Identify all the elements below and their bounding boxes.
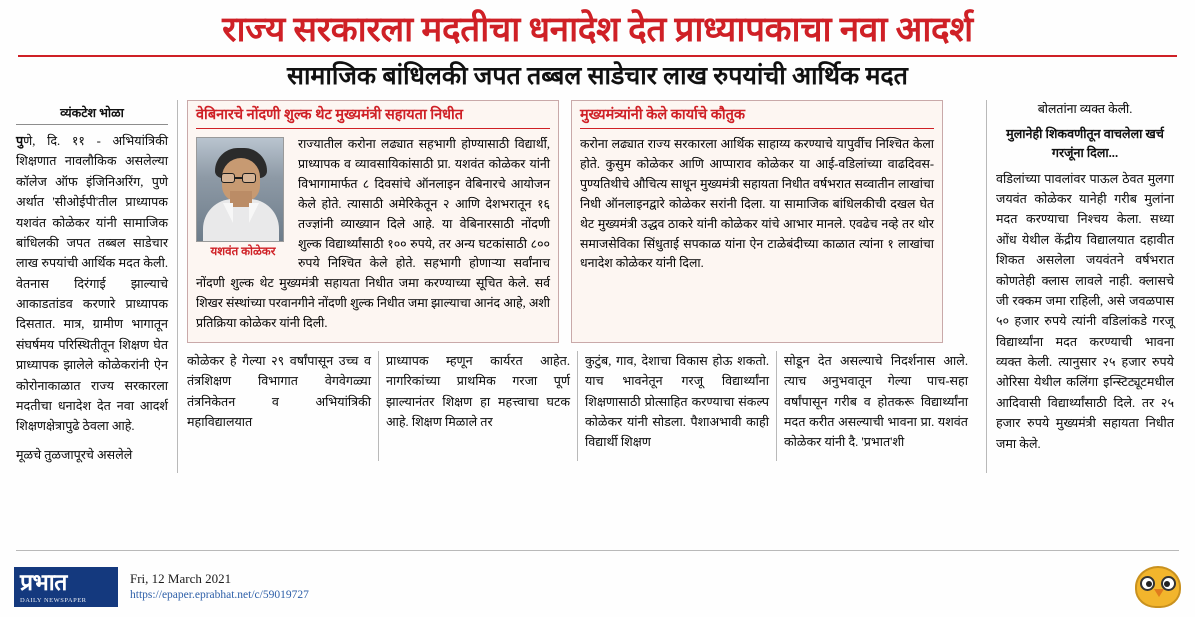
logo-tagline: DAILY NEWSPAPER — [20, 596, 87, 604]
middle-lower-columns — [187, 351, 977, 461]
publication-date: Fri, 12 March 2021 — [130, 571, 232, 587]
mid-lower-col-a — [187, 351, 371, 461]
photo-figure — [196, 137, 290, 259]
article-body — [0, 94, 1195, 473]
prabhat-logo — [14, 567, 118, 607]
mid-lower-text-c: कुटुंब, गाव, देशाचा विकास होऊ शकतो. याच भावनेतून गरजू विद्यार्थ्यांना शिक्षणासाठी प्रोत्साहित करण्याचा संकल्प कोळेकर यांनी सोडला. पैशाअभावी काही विद्यार्थी शिक्षण — [585, 353, 769, 450]
story-two-heading: मुख्यमंत्र्यांनी केले कार्याचे कौतुक — [580, 107, 934, 129]
footer-meta — [130, 570, 309, 603]
mid-lower-text-b: प्राध्यापक म्हणून कार्यरत आहेत. नागरिकांच्या प्राथमिक गरजा पूर्ण झाल्यानंतर शिक्षण हा महत्त्वाचा घटक आहे. शिक्षण मिळाले तर — [386, 353, 570, 429]
owl-icon — [1135, 566, 1181, 608]
story-one-text: राज्यातील करोना लढ्यात सहभागी होण्यासाठी विद्यार्थी, प्राध्यापक व व्यावसायिकांसाठी प्रा. यशवंत कोळेकर यांनी विभागामार्फत ८ दिवसांचे ऑनलाइन वेबिनारचे आयोजन केले होते. त्यासाठी अमेरिकेतून २ आणि देशभरातून १६ तज्ज्ञांनी व्याख्यान दिले आहे. या वेबिनारसाठी नोंदणी शुल्क विद्यार्थ्यांसाठी १०० रुपये, तर अन्य घटकांसाठी ८०० रुपये निश्चित केले होते. सहभागी होणाऱ्या सर्वांनाच नोंदणी शुल्क थेट मुख्यमंत्री सहायता निधीत जमा करण्याच्या सूचित केले. सर्व शिखर संस्थांच्या परवानगीने नोंदणी शुल्क निधीत जमा झाल्याचा आनंद आहे, अशी प्रतिक्रिया कोळेकर यांनी दिली. — [196, 137, 550, 330]
story-one-body-wrap — [196, 135, 550, 333]
boxed-stories — [187, 100, 977, 343]
portrait-photo — [196, 137, 284, 242]
column-divider — [776, 351, 777, 461]
column-divider — [577, 351, 578, 461]
story-two-text: करोना लढ्यात राज्य सरकारला आर्थिक साहाय्य करण्याचे यापुर्वीच निश्चित केला होते. कुसुम कोळेकर आणि आप्पाराव कोळेकर या आई-वडिलांच्या वाढदिवस-पुण्यतिथीचे औचित्य साधून मुख्यमंत्री सहायता निधीत वर्षभरात सव्वातीन लाखांचा निधी ऑनलाइनद्वारे कोळेकर सरांनी दिला. या सामाजिक बांधिलकीची दखल घेत थेट मुख्यमंत्री उद्धव ठाकरे यांनी कोळेकर यांचे आभार मानले. एवढेच नव्हे तर थोर समाजसेविका सिंधुताई सपकाळ यांना ऐन टाळेबंदीच्या काळात त्यांना १ लाखांचा धनादेश कोळेकर यांनी दिला. — [580, 137, 934, 271]
page-title: राज्य सरकारला मदतीचा धनादेश देत प्राध्यापकाचा नवा आदर्श — [222, 10, 973, 49]
mid-lower-col-b — [386, 351, 570, 461]
right-body-text: वडिलांच्या पावलांवर पाऊल ठेवत मुलगा जयवंत कोळेकर यानेही गरीब मुलांना मदत करण्याचा निश्चय केला. सध्या ओंध येथील केंद्रीय विद्यालयात दहावीत शिकत असलेला जयवंतने वर्षभरात कोणतेही क्लास लावले नाही. क्लासचे जी रक्कम जमा राहिली, असे जवळपास ५० हजार रुपये त्यांनी वडिलांकडे गरजू विद्यार्थ्यांना मदत करण्याची भावना व्यक्त केली. त्यानुसार २५ हजार रुपये ओरिसा येथील कलिंगा इन्स्टिट्यूटमधील आदिवासी विद्यार्थ्यांसाठी दिले. तर २५ हजार रुपये मुख्यमंत्री सहायता निधीत जमा केले. — [996, 171, 1174, 451]
column-divider — [378, 351, 379, 461]
mid-lower-text-a: कोळेकर हे गेल्या २९ वर्षांपासून उच्च व तंत्रशिक्षण विभागात वेगवेगळ्या तंत्रनिकेतन व अभियांत्रिकी महाविद्यालयात — [187, 353, 371, 429]
right-teaser-heading: मुलानेही शिकवणीतून वाचलेला खर्च गरजूंना दिला... — [1006, 126, 1164, 160]
left-paragraph-1: पुणे, दि. ११ - अभियांत्रिकी शिक्षणात नावलौकिक असलेल्या कॉलेज ऑफ इंजिनिअरिंग, पुणे अर्थात 'सीओईपी'तील प्राध्यापक यशवंत कोळेकर यांनी सामाजिक बांधिलकी जपत तब्बल साडेचार लाख रुपयांची आर्थिक मदत केली. वेतनास दिरंगाई झाल्याचे आकाडतांडव करणारे प्राध्यापक दिसतात. मात्र, ग्रामीण भागातून संघर्षमय परिस्थितीतून शिक्षण घेत प्राध्यापक झालेले कोळेकरांनी ऐन कोरोनाकाळात राज्य सरकारला मदतीचा धनादेश देत नवा आदर्श शिक्षणक्षेत्रापुढे ठेवला आहे. — [16, 133, 168, 434]
left-column — [16, 100, 168, 473]
footer-bar — [0, 557, 1195, 617]
column-divider — [177, 100, 178, 473]
headline-subtitle: सामाजिक बांधिलकी जपत तब्बल साडेचार लाख रुपयांची आर्थिक मदत — [287, 63, 908, 91]
story-one-heading: वेबिनारचे नोंदणी शुल्क थेट मुख्यमंत्री सहायता निधीत — [196, 107, 550, 129]
story-box-webinar — [187, 100, 559, 343]
logo-wordmark: प्रभात — [20, 569, 67, 595]
footer-divider — [16, 550, 1179, 551]
photo-caption: यशवंत कोळेकर — [210, 245, 276, 259]
byline-divider — [16, 124, 168, 125]
epaper-url[interactable]: https://epaper.eprabhat.net/c/59019727 — [130, 589, 309, 602]
right-top-line: बोलतांना व्यक्त केली. — [1037, 101, 1133, 116]
right-column — [996, 100, 1174, 473]
middle-column — [187, 100, 977, 473]
headline-divider — [18, 55, 1177, 57]
headline-block — [0, 0, 1195, 94]
mid-lower-col-c — [585, 351, 769, 461]
mid-lower-text-d: सोडून देत असल्याचे निदर्शनास आले. त्याच अनुभवातून गेल्या पाच-सहा वर्षांपासून गरीब व होतकरू विद्यार्थ्यांना मदत करीत असल्याची भावना प्रा. यशवंत कोळेकर यांनी दै. 'प्रभात'शी — [784, 353, 968, 450]
left-paragraph-2: मूळचे तुळजापूरचे असलेले — [16, 447, 133, 462]
story-box-cm-praise — [571, 100, 943, 343]
column-divider — [986, 100, 987, 473]
byline: व्यंकटेश भोळा — [60, 105, 124, 120]
mid-lower-col-d — [784, 351, 968, 461]
